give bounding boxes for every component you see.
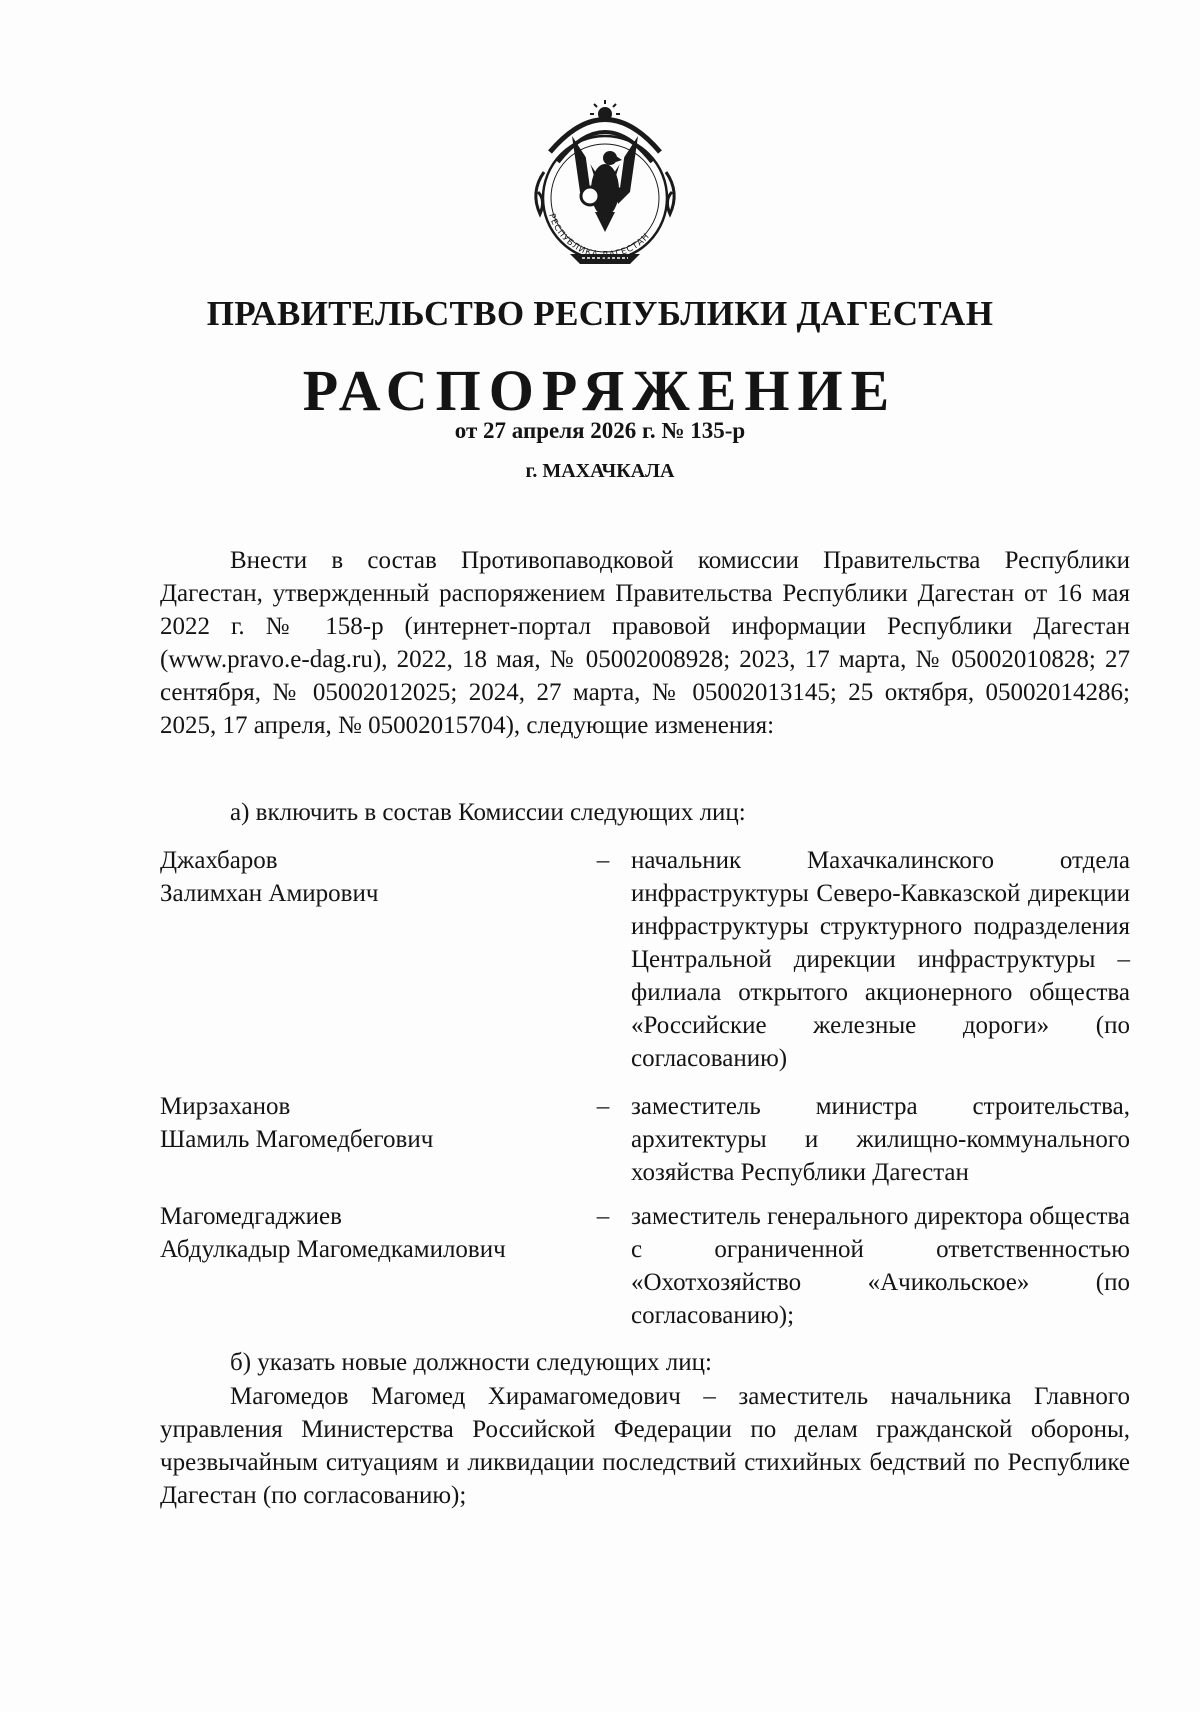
item-b-paragraph: Магомедов Магомед Хирамагомедович – заместитель начальника Главного управления Министерства Российской Федерации по делам гражданской обороны, чрезвычайным ситуациям и ликвидации последствий стихийных бедствий по Республике Дагестан (по согласованию); — [160, 1383, 1130, 1509]
member-role: заместитель министра строительства, архитектуры и жилищно-коммунального хозяйства Республики Дагестан — [631, 1093, 1130, 1186]
document-date-number: от 27 апреля 2026 г. № 135-р — [454, 418, 746, 443]
member-surname: Магомедгаджиев — [160, 1203, 342, 1230]
member-dash: – — [596, 1203, 610, 1230]
member-role: заместитель генерального директора общества с ограниченной ответственностью «Охотхозяйство «Ачикольское» (по согласованию); — [631, 1203, 1130, 1329]
item-b-heading: б) указать новые должности следующих лиц: — [230, 1349, 712, 1376]
member-name — [160, 844, 580, 910]
organization-title: ПРАВИТЕЛЬСТВО РЕСПУБЛИКИ ДАГЕСТАН — [206, 294, 994, 333]
document-city: г. МАХАЧКАЛА — [525, 460, 675, 482]
item-a-heading: а) включить в состав Комиссии следующих лиц: — [230, 799, 746, 826]
member-dash: – — [596, 1093, 610, 1120]
emblem-ring-text: РЕСПУБЛИКА ДАГЕСТАН — [546, 212, 653, 261]
member-given-name: Абдулкадыр Магомедкамилович — [160, 1236, 506, 1263]
member-surname: Мирзаханов — [160, 1093, 291, 1120]
member-name — [160, 1200, 580, 1266]
document-type-title: РАСПОРЯЖЕНИЕ — [302, 358, 898, 423]
member-surname: Джахбаров — [160, 847, 278, 874]
member-dash: – — [596, 847, 610, 874]
coat-of-arms-emblem — [510, 92, 700, 282]
member-role: начальник Махачкалинского отдела инфраструктуры Северо-Кавказской дирекции инфраструктуры структурного подразделения Центральной дирекции инфраструктуры – филиала открытого акционерного общества «Российские железные дороги» (по согласованию) — [631, 847, 1130, 1072]
intro-paragraph: Внести в состав Противопаводковой комиссии Правительства Республики Дагестан, утвержденный распоряжением Правительства Республики Дагестан от 16 мая 2022 г. № 158-р (интернет-портал правовой информации Республики Дагестан (www.pravo.e-dag.ru), 2022, 18 мая, № 05002008928; 2023, 17 марта, № 05002010828; 27 сентября, № 05002012025; 2024, 27 марта, № 05002013145; 25 октября, 05002014286; 2025, 17 апреля, № 05002015704), следующие изменения: — [160, 547, 1130, 739]
eagle-icon — [572, 136, 638, 232]
member-given-name: Шамиль Магомедбегович — [160, 1126, 434, 1153]
member-given-name: Залимхан Амирович — [160, 880, 379, 907]
member-name — [160, 1090, 580, 1156]
